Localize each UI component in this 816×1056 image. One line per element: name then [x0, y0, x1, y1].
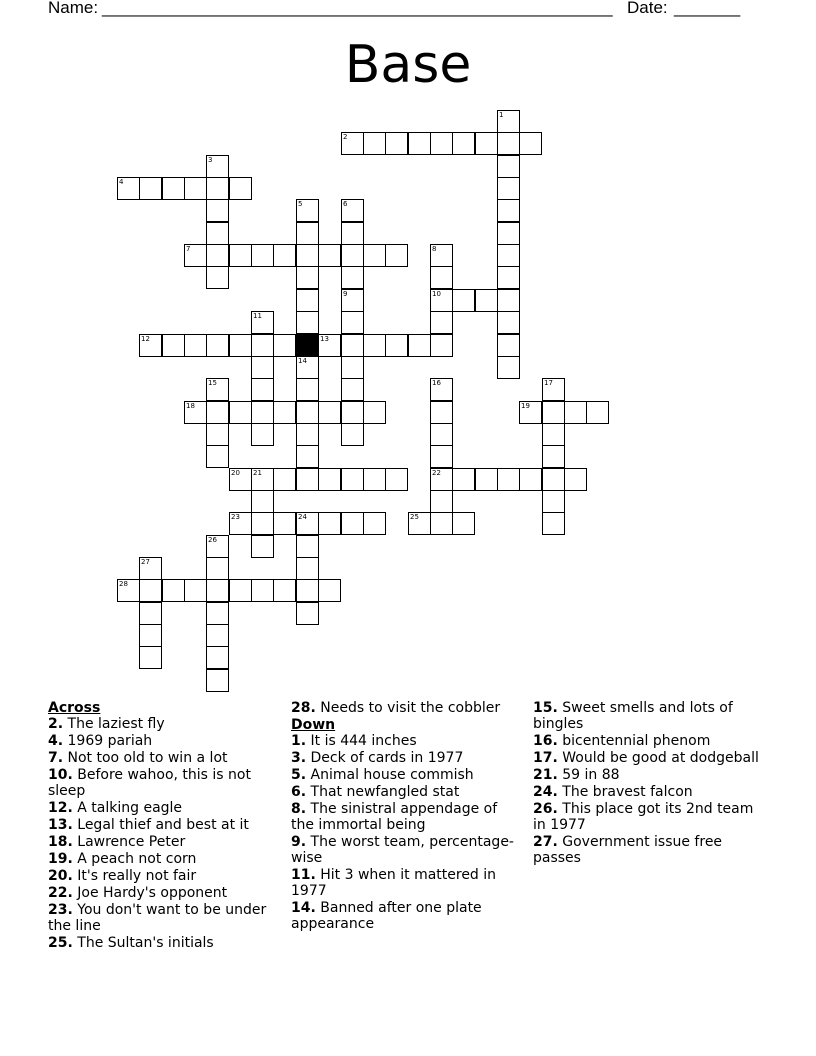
grid-cell[interactable]: [341, 401, 364, 424]
grid-cell[interactable]: [430, 132, 453, 155]
clue-item: [291, 700, 523, 716]
clue-number: 26.: [533, 801, 558, 817]
grid-cell[interactable]: [229, 468, 252, 491]
grid-cell[interactable]: [251, 468, 274, 491]
grid-cell[interactable]: [206, 557, 229, 580]
grid-cell[interactable]: [542, 512, 565, 535]
name-line[interactable]: ______________________________________________________: [102, 0, 613, 17]
grid-cell[interactable]: [206, 535, 229, 558]
grid-cell[interactable]: [408, 512, 431, 535]
clue-number: 11.: [291, 867, 316, 883]
clue-text: Joe Hardy's opponent: [72, 885, 228, 901]
grid-cell[interactable]: [206, 378, 229, 401]
clue-text: Banned after one plate appearance: [291, 900, 482, 932]
clue-text: The bravest falcon: [557, 784, 693, 800]
grid-cell[interactable]: [251, 356, 274, 379]
clue-item: [291, 767, 523, 783]
grid-cell[interactable]: [318, 468, 341, 491]
grid-cell[interactable]: [497, 356, 520, 379]
clue-number: 27: [141, 558, 150, 566]
clue-text: That newfangled stat: [306, 784, 460, 800]
grid-cell[interactable]: [139, 177, 162, 200]
down-heading: Down: [291, 717, 336, 733]
grid-cell[interactable]: [542, 445, 565, 468]
clue-item: [533, 834, 763, 866]
clue-number: 8: [432, 245, 437, 253]
grid-cell[interactable]: [206, 177, 229, 200]
grid-cell[interactable]: [139, 624, 162, 647]
grid-cell[interactable]: [385, 132, 408, 155]
grid-cell[interactable]: [475, 468, 498, 491]
clue-text: Government issue free passes: [533, 834, 723, 866]
grid-cell[interactable]: [117, 579, 140, 602]
clue-number: 16: [432, 379, 441, 387]
grid-cell[interactable]: [296, 401, 319, 424]
clue-number: 22.: [48, 885, 73, 901]
grid-cell[interactable]: [430, 334, 453, 357]
grid-cell[interactable]: [296, 199, 319, 222]
grid-cell[interactable]: [296, 512, 319, 535]
clue-text: Lawrence Peter: [72, 834, 186, 850]
grid-cell[interactable]: [497, 266, 520, 289]
clue-text: Would be good at dodgeball: [557, 750, 759, 766]
grid-cell[interactable]: [251, 311, 274, 334]
clue-item: [48, 817, 278, 833]
grid-cell[interactable]: [206, 244, 229, 267]
grid-cell[interactable]: [139, 334, 162, 357]
clue-item: [291, 784, 523, 800]
grid-cell[interactable]: [184, 244, 207, 267]
clue-item: [533, 750, 763, 766]
grid-cell[interactable]: [139, 579, 162, 602]
clue-text: Legal thief and best at it: [72, 817, 249, 833]
clue-number: 18.: [48, 834, 73, 850]
clue-number: 5.: [291, 767, 307, 783]
clue-number: 1: [499, 111, 504, 119]
grid-cell[interactable]: [497, 177, 520, 200]
name-label: Name:: [48, 0, 99, 17]
grid-cell[interactable]: [497, 110, 520, 133]
grid-cell[interactable]: [206, 646, 229, 669]
clue-item: [48, 868, 278, 884]
clue-number: 10.: [48, 767, 73, 783]
grid-cell[interactable]: [162, 334, 185, 357]
clue-text: Animal house commish: [306, 767, 474, 783]
grid-cell[interactable]: [519, 401, 542, 424]
grid-cell[interactable]: [363, 512, 386, 535]
grid-cell[interactable]: [273, 579, 296, 602]
grid-cell[interactable]: [430, 289, 453, 312]
clue-number: 28.: [291, 700, 316, 716]
grid-cell[interactable]: [497, 244, 520, 267]
clue-item: [291, 867, 523, 899]
grid-cell[interactable]: [184, 401, 207, 424]
header: [48, 0, 768, 22]
grid-cell[interactable]: [452, 512, 475, 535]
date-line[interactable]: _______: [674, 0, 741, 17]
grid-cell[interactable]: [341, 222, 364, 245]
clue-number: 4: [119, 178, 124, 186]
grid-cell[interactable]: [497, 155, 520, 178]
clue-text: You don't want to be under the line: [48, 902, 267, 934]
clue-item: [48, 834, 278, 850]
clue-item: [291, 801, 523, 833]
grid-cell[interactable]: [251, 401, 274, 424]
date-label: Date:: [627, 0, 668, 17]
grid-cell[interactable]: [497, 311, 520, 334]
grid-cell[interactable]: [273, 512, 296, 535]
grid-cell[interactable]: [430, 378, 453, 401]
grid-cell[interactable]: [430, 311, 453, 334]
grid-cell[interactable]: [296, 557, 319, 580]
grid-cell[interactable]: [430, 468, 453, 491]
grid-cell[interactable]: [206, 401, 229, 424]
clue-number: 5: [298, 200, 303, 208]
clue-number: 7.: [48, 750, 64, 766]
clues-column-3: [533, 700, 763, 867]
clue-text: The laziest fly: [63, 716, 165, 732]
grid-cell[interactable]: [229, 177, 252, 200]
clue-text: Hit 3 when it mattered in 1977: [291, 867, 497, 899]
clue-text: A talking eagle: [72, 800, 183, 816]
grid-cell[interactable]: [206, 155, 229, 178]
grid-cell[interactable]: [162, 177, 185, 200]
clue-number: 6: [343, 200, 348, 208]
clue-item: [48, 716, 278, 732]
black-square: [296, 334, 319, 357]
grid-cell[interactable]: [408, 334, 431, 357]
clue-number: 8.: [291, 801, 307, 817]
clue-text: Needs to visit the cobbler: [315, 700, 501, 716]
clue-number: 14.: [291, 900, 316, 916]
clue-number: 17.: [533, 750, 558, 766]
clue-item: [291, 834, 523, 866]
grid-cell[interactable]: [206, 624, 229, 647]
grid-cell[interactable]: [273, 401, 296, 424]
clue-number: 7: [186, 245, 191, 253]
grid-cell[interactable]: [341, 378, 364, 401]
grid-cell[interactable]: [229, 334, 252, 357]
clue-text: Before wahoo, this is not sleep: [48, 767, 251, 799]
clue-item: [533, 767, 763, 783]
clue-item: [48, 750, 278, 766]
clue-number: 24.: [533, 784, 558, 800]
clue-text: bicentennial phenom: [557, 733, 711, 749]
clue-number: 2: [343, 133, 348, 141]
grid-cell[interactable]: [341, 311, 364, 334]
grid-cell[interactable]: [519, 132, 542, 155]
grid-cell[interactable]: [206, 602, 229, 625]
clue-item: [48, 935, 278, 951]
clue-number: 13: [320, 335, 329, 343]
grid-cell[interactable]: [385, 334, 408, 357]
clue-number: 10: [432, 290, 441, 298]
grid-cell[interactable]: [206, 423, 229, 446]
clue-text: 59 in 88: [557, 767, 620, 783]
clue-number: 27.: [533, 834, 558, 850]
grid-cell[interactable]: [229, 579, 252, 602]
grid-cell[interactable]: [341, 512, 364, 535]
grid-cell[interactable]: [542, 401, 565, 424]
grid-cell[interactable]: [318, 244, 341, 267]
clue-item: [533, 700, 763, 732]
grid-cell[interactable]: [318, 401, 341, 424]
grid-cell[interactable]: [497, 289, 520, 312]
clue-number: 22: [432, 469, 441, 477]
grid-cell[interactable]: [497, 132, 520, 155]
grid-cell[interactable]: [229, 244, 252, 267]
clue-number: 2.: [48, 716, 64, 732]
grid-cell[interactable]: [363, 468, 386, 491]
clue-number: 25: [410, 513, 419, 521]
grid-cell[interactable]: [497, 468, 520, 491]
grid-cell[interactable]: [296, 244, 319, 267]
clue-item: [533, 784, 763, 800]
grid-cell[interactable]: [385, 468, 408, 491]
grid-cell[interactable]: [229, 401, 252, 424]
clue-number: 9.: [291, 834, 307, 850]
grid-cell[interactable]: [296, 535, 319, 558]
clue-number: 23.: [48, 902, 73, 918]
grid-cell[interactable]: [251, 244, 274, 267]
clue-number: 11: [253, 312, 262, 320]
clue-item: [291, 733, 523, 749]
clue-number: 25.: [48, 935, 73, 951]
grid-cell[interactable]: [341, 266, 364, 289]
clue-number: 19.: [48, 851, 73, 867]
grid-cell[interactable]: [497, 222, 520, 245]
grid-cell[interactable]: [296, 579, 319, 602]
grid-cell[interactable]: [296, 311, 319, 334]
grid-cell[interactable]: [430, 445, 453, 468]
clue-number: 15.: [533, 700, 558, 716]
grid-cell[interactable]: [273, 244, 296, 267]
grid-cell[interactable]: [296, 378, 319, 401]
clue-item: [48, 800, 278, 816]
grid-cell[interactable]: [251, 512, 274, 535]
clue-text: The Sultan's initials: [72, 935, 214, 951]
grid-cell[interactable]: [251, 423, 274, 446]
grid-cell[interactable]: [296, 266, 319, 289]
grid-cell[interactable]: [162, 579, 185, 602]
clue-item: [291, 750, 523, 766]
grid-cell[interactable]: [430, 423, 453, 446]
grid-cell[interactable]: [430, 512, 453, 535]
clue-number: 21.: [533, 767, 558, 783]
grid-cell[interactable]: [475, 289, 498, 312]
grid-cell[interactable]: [542, 468, 565, 491]
clue-number: 12.: [48, 800, 73, 816]
clue-number: 18: [186, 402, 195, 410]
grid-cell[interactable]: [184, 177, 207, 200]
clue-item: [48, 767, 278, 799]
grid-cell[interactable]: [296, 222, 319, 245]
grid-cell[interactable]: [452, 289, 475, 312]
clue-text: The sinistral appendage of the immortal being: [291, 801, 498, 833]
grid-cell[interactable]: [296, 423, 319, 446]
grid-cell[interactable]: [229, 512, 252, 535]
clue-item: [48, 733, 278, 749]
grid-cell[interactable]: [341, 356, 364, 379]
grid-cell[interactable]: [430, 266, 453, 289]
clue-text: It is 444 inches: [306, 733, 417, 749]
grid-cell[interactable]: [296, 468, 319, 491]
grid-cell[interactable]: [296, 602, 319, 625]
grid-cell[interactable]: [452, 468, 475, 491]
clue-item: [533, 733, 763, 749]
grid-cell[interactable]: [296, 356, 319, 379]
grid-cell[interactable]: [341, 199, 364, 222]
grid-cell[interactable]: [341, 334, 364, 357]
clue-number: 3: [208, 156, 213, 164]
grid-cell[interactable]: [542, 423, 565, 446]
grid-cell[interactable]: [206, 199, 229, 222]
grid-cell[interactable]: [206, 579, 229, 602]
clue-item: [533, 801, 763, 833]
clues-column-1: [48, 700, 278, 952]
grid-cell[interactable]: [139, 646, 162, 669]
grid-cell[interactable]: [542, 490, 565, 513]
grid-cell[interactable]: [251, 579, 274, 602]
clue-item: [48, 885, 278, 901]
grid-cell[interactable]: [519, 468, 542, 491]
clue-number: 13.: [48, 817, 73, 833]
clue-number: 14: [298, 357, 307, 365]
clue-number: 3.: [291, 750, 307, 766]
grid-cell[interactable]: [251, 535, 274, 558]
clue-text: Deck of cards in 1977: [306, 750, 464, 766]
grid-cell[interactable]: [363, 401, 386, 424]
clue-number: 20: [231, 469, 240, 477]
clue-item: [48, 902, 278, 934]
grid-cell[interactable]: [452, 132, 475, 155]
clue-number: 16.: [533, 733, 558, 749]
clue-text: The worst team, percentage-wise: [291, 834, 514, 866]
grid-cell[interactable]: [363, 244, 386, 267]
grid-cell[interactable]: [184, 579, 207, 602]
clue-text: Sweet smells and lots of bingles: [533, 700, 733, 732]
grid-cell[interactable]: [430, 244, 453, 267]
grid-cell[interactable]: [586, 401, 609, 424]
grid-cell[interactable]: [363, 132, 386, 155]
clue-number: 1.: [291, 733, 307, 749]
grid-cell[interactable]: [251, 334, 274, 357]
grid-cell[interactable]: [206, 445, 229, 468]
grid-cell[interactable]: [363, 334, 386, 357]
grid-cell[interactable]: [341, 244, 364, 267]
grid-cell[interactable]: [385, 244, 408, 267]
clue-number: 26: [208, 536, 217, 544]
clue-number: 21: [253, 469, 262, 477]
grid-cell[interactable]: [296, 289, 319, 312]
clue-number: 15: [208, 379, 217, 387]
clue-text: It's really not fair: [72, 868, 197, 884]
grid-cell[interactable]: [273, 468, 296, 491]
clue-number: 23: [231, 513, 240, 521]
grid-cell[interactable]: [117, 177, 140, 200]
clue-item: [291, 900, 523, 932]
clue-number: 19: [521, 402, 530, 410]
clue-number: 12: [141, 335, 150, 343]
grid-cell[interactable]: [184, 334, 207, 357]
grid-cell[interactable]: [251, 490, 274, 513]
grid-cell[interactable]: [408, 132, 431, 155]
clue-text: 1969 pariah: [63, 733, 153, 749]
clue-number: 24: [298, 513, 307, 521]
grid-cell[interactable]: [341, 468, 364, 491]
grid-cell[interactable]: [251, 378, 274, 401]
clue-text: Not too old to win a lot: [63, 750, 228, 766]
grid-cell[interactable]: [206, 669, 229, 692]
grid-cell[interactable]: [206, 266, 229, 289]
grid-cell[interactable]: [296, 445, 319, 468]
clue-number: 9: [343, 290, 348, 298]
grid-cell[interactable]: [430, 401, 453, 424]
grid-cell[interactable]: [564, 468, 587, 491]
clue-item: [48, 851, 278, 867]
clue-number: 6.: [291, 784, 307, 800]
grid-cell[interactable]: [206, 334, 229, 357]
grid-cell[interactable]: [564, 401, 587, 424]
grid-cell[interactable]: [475, 132, 498, 155]
grid-cell[interactable]: [139, 557, 162, 580]
clue-number: 17: [544, 379, 553, 387]
clue-number: 4.: [48, 733, 64, 749]
clue-number: 20.: [48, 868, 73, 884]
grid-cell[interactable]: [318, 579, 341, 602]
clue-text: This place got its 2nd team in 1977: [533, 801, 754, 833]
across-heading: Across: [48, 700, 101, 716]
grid-cell[interactable]: [341, 132, 364, 155]
grid-cell[interactable]: [318, 512, 341, 535]
grid-cell[interactable]: [497, 199, 520, 222]
page-title: Base: [344, 35, 472, 95]
grid-cell[interactable]: [273, 334, 296, 357]
grid-cell[interactable]: [206, 222, 229, 245]
grid-cell[interactable]: [341, 289, 364, 312]
grid-cell[interactable]: [430, 490, 453, 513]
grid-cell[interactable]: [139, 602, 162, 625]
grid-cell[interactable]: [497, 334, 520, 357]
grid-cell[interactable]: [318, 334, 341, 357]
grid-cell[interactable]: [341, 423, 364, 446]
grid-cell[interactable]: [542, 378, 565, 401]
clues-column-2: [291, 700, 523, 933]
clue-number: 28: [119, 580, 128, 588]
clue-text: A peach not corn: [72, 851, 197, 867]
